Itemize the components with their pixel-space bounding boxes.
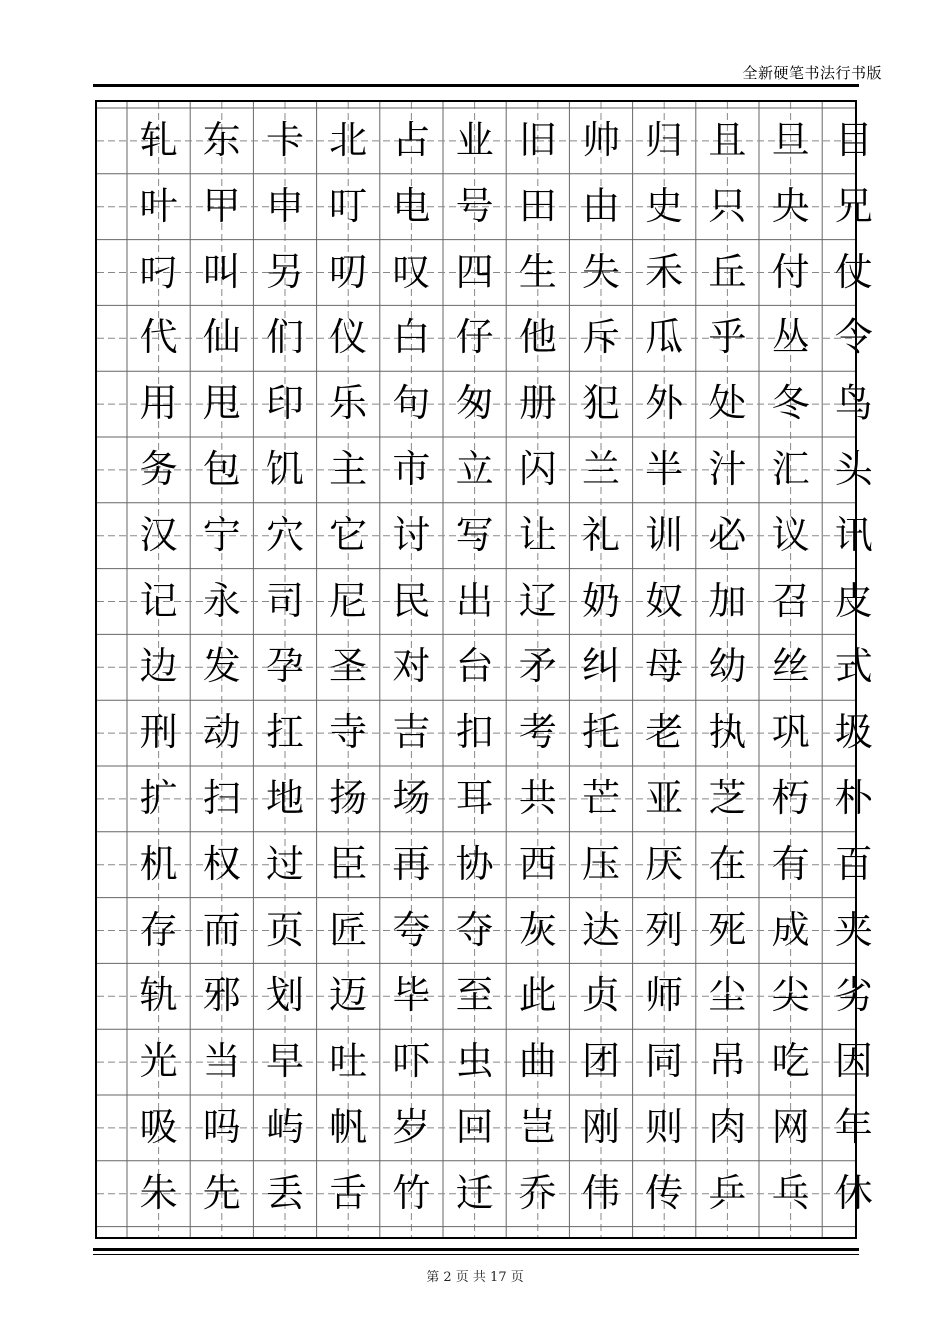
practice-character: 帆: [329, 1104, 368, 1149]
practice-character: 且: [708, 117, 747, 162]
practice-character: 斥: [581, 315, 620, 360]
practice-character: 圣: [329, 644, 368, 689]
practice-character: 式: [834, 644, 873, 689]
practice-character: 奶: [581, 578, 620, 623]
practice-character: 托: [581, 710, 620, 755]
practice-character: 劣: [834, 973, 873, 1018]
practice-character: 曲: [518, 1039, 557, 1084]
practice-character: 犯: [581, 381, 620, 426]
practice-character: 乔: [518, 1170, 557, 1215]
practice-character: 刑: [139, 710, 178, 755]
document-title: 全新硬笔书法行书版: [742, 64, 882, 82]
practice-character: 册: [518, 381, 557, 426]
practice-character: 岁: [392, 1104, 431, 1149]
practice-character: 母: [645, 644, 684, 689]
practice-character: 目: [834, 117, 873, 162]
practice-character: 尼: [329, 578, 368, 623]
practice-character: 匠: [329, 907, 368, 952]
practice-character: 圾: [834, 710, 873, 755]
practice-character: 汁: [708, 446, 747, 491]
practice-character: 至: [455, 973, 494, 1018]
practice-character: 禾: [645, 249, 684, 294]
practice-character: 纠: [581, 644, 620, 689]
practice-character: 年: [834, 1104, 873, 1149]
practice-character: 申: [265, 183, 304, 228]
practice-character: 发: [202, 644, 241, 689]
practice-character: 立: [455, 446, 494, 491]
practice-character: 芒: [581, 775, 620, 820]
practice-character: 臣: [329, 841, 368, 886]
practice-character: 田: [518, 183, 557, 228]
practice-character: 巩: [771, 710, 810, 755]
practice-character: 存: [139, 907, 178, 952]
practice-character: 汇: [771, 446, 810, 491]
practice-character: 加: [708, 578, 747, 623]
practice-character: 闪: [518, 446, 557, 491]
practice-character: 在: [708, 841, 747, 886]
practice-character: 议: [771, 512, 810, 557]
practice-character: 叶: [139, 183, 178, 228]
practice-character: 汉: [139, 512, 178, 557]
practice-character: 休: [834, 1170, 873, 1215]
practice-character: 同: [645, 1039, 684, 1084]
practice-character: 尘: [708, 973, 747, 1018]
practice-character: 由: [581, 183, 620, 228]
practice-character: 尖: [771, 973, 810, 1018]
practice-character: 卡: [265, 117, 304, 162]
practice-character: 迈: [329, 973, 368, 1018]
practice-character: 仙: [202, 315, 241, 360]
practice-character: 记: [139, 578, 178, 623]
practice-character: 乎: [708, 315, 747, 360]
practice-character: 虫: [455, 1039, 494, 1084]
practice-character: 们: [265, 315, 304, 360]
practice-character: 出: [455, 578, 494, 623]
practice-character: 永: [202, 578, 241, 623]
practice-character: 扫: [202, 775, 241, 820]
practice-character: 此: [518, 973, 557, 1018]
practice-character: 边: [139, 644, 178, 689]
practice-character: 讯: [834, 512, 873, 557]
practice-character: 成: [771, 907, 810, 952]
practice-character: 当: [202, 1039, 241, 1084]
practice-character: 对: [392, 644, 431, 689]
practice-character: 辽: [518, 578, 557, 623]
practice-character: 而: [202, 907, 241, 952]
practice-character: 业: [455, 117, 494, 162]
practice-character: 帅: [581, 117, 620, 162]
practice-character: 旧: [518, 117, 557, 162]
practice-character: 旦: [771, 117, 810, 162]
practice-character: 吓: [392, 1039, 431, 1084]
practice-character: 务: [139, 446, 178, 491]
practice-character: 寺: [329, 710, 368, 755]
practice-character: 召: [771, 578, 810, 623]
practice-character: 电: [392, 183, 431, 228]
practice-character: 叮: [329, 183, 368, 228]
practice-character: 皮: [834, 578, 873, 623]
practice-character: 它: [329, 512, 368, 557]
practice-character: 匆: [455, 381, 494, 426]
practice-character: 乐: [329, 381, 368, 426]
practice-character: 肉: [708, 1104, 747, 1149]
practice-character: 达: [581, 907, 620, 952]
practice-character: 幼: [708, 644, 747, 689]
practice-character: 因: [834, 1039, 873, 1084]
practice-character: 岂: [518, 1104, 557, 1149]
practice-character: 必: [708, 512, 747, 557]
practice-character: 列: [645, 907, 684, 952]
practice-character: 丝: [771, 644, 810, 689]
practice-character: 有: [771, 841, 810, 886]
practice-character: 过: [265, 841, 304, 886]
practice-character: 号: [455, 183, 494, 228]
practice-character: 外: [645, 381, 684, 426]
practice-character: 百: [834, 841, 873, 886]
practice-character: 伟: [581, 1170, 620, 1215]
footer-rule-thick: [93, 1248, 859, 1251]
practice-character: 吐: [329, 1039, 368, 1084]
practice-character: 轧: [139, 117, 178, 162]
practice-character: 轨: [139, 973, 178, 1018]
practice-character: 甩: [202, 381, 241, 426]
practice-character: 他: [518, 315, 557, 360]
practice-character: 朴: [834, 775, 873, 820]
practice-character: 仪: [329, 315, 368, 360]
practice-character: 先: [202, 1170, 241, 1215]
practice-character: 孕: [265, 644, 304, 689]
practice-character: 只: [708, 183, 747, 228]
practice-character: 师: [645, 973, 684, 1018]
practice-character: 共: [518, 775, 557, 820]
practice-character: 丘: [708, 249, 747, 294]
practice-character: 邪: [202, 973, 241, 1018]
practice-character: 乓: [771, 1170, 810, 1215]
practice-character: 回: [455, 1104, 494, 1149]
practice-character: 早: [265, 1039, 304, 1084]
practice-character: 吊: [708, 1039, 747, 1084]
practice-character: 协: [455, 841, 494, 886]
practice-character: 占: [392, 117, 431, 162]
practice-character: 权: [202, 841, 241, 886]
practice-character: 仗: [834, 249, 873, 294]
practice-character: 场: [392, 775, 431, 820]
practice-character: 令: [834, 315, 873, 360]
practice-character: 代: [139, 315, 178, 360]
practice-character: 冬: [771, 381, 810, 426]
practice-character: 划: [265, 973, 304, 1018]
practice-character: 兰: [581, 446, 620, 491]
practice-character: 另: [265, 249, 304, 294]
practice-character: 白: [392, 315, 431, 360]
practice-character: 东: [202, 117, 241, 162]
practice-character: 乒: [708, 1170, 747, 1215]
practice-character: 民: [392, 578, 431, 623]
practice-character: 四: [455, 249, 494, 294]
practice-character: 司: [265, 578, 304, 623]
practice-character: 叨: [329, 249, 368, 294]
practice-character: 史: [645, 183, 684, 228]
practice-character: 用: [139, 381, 178, 426]
practice-character: 处: [708, 381, 747, 426]
practice-character: 鸟: [834, 381, 873, 426]
practice-character: 主: [329, 446, 368, 491]
practice-character: 贞: [581, 973, 620, 1018]
practice-character: 机: [139, 841, 178, 886]
practice-character: 央: [771, 183, 810, 228]
practice-character: 夸: [392, 907, 431, 952]
practice-character: 芝: [708, 775, 747, 820]
practice-character: 北: [329, 117, 368, 162]
practice-character: 台: [455, 644, 494, 689]
practice-character: 竹: [392, 1170, 431, 1215]
practice-character: 朽: [771, 775, 810, 820]
practice-character: 网: [771, 1104, 810, 1149]
practice-character: 执: [708, 710, 747, 755]
practice-character: 包: [202, 446, 241, 491]
practice-character: 礼: [581, 512, 620, 557]
practice-character: 吃: [771, 1039, 810, 1084]
practice-character: 叹: [392, 249, 431, 294]
page-number: 第 2 页 共 17 页: [426, 1270, 524, 1285]
practice-character: 动: [202, 710, 241, 755]
practice-character: 再: [392, 841, 431, 886]
practice-character: 夹: [834, 907, 873, 952]
practice-character: 耳: [455, 775, 494, 820]
practice-character: 西: [518, 841, 557, 886]
practice-character: 灰: [518, 907, 557, 952]
practice-character: 付: [771, 249, 810, 294]
practice-character: 宁: [202, 512, 241, 557]
practice-character: 奴: [645, 578, 684, 623]
practice-character: 吸: [139, 1104, 178, 1149]
practice-character: 亚: [645, 775, 684, 820]
practice-character: 叼: [139, 249, 178, 294]
practice-character: 地: [265, 775, 304, 820]
practice-character: 屿: [265, 1104, 304, 1149]
practice-character: 饥: [265, 446, 304, 491]
practice-character: 毕: [392, 973, 431, 1018]
practice-character: 考: [518, 710, 557, 755]
practice-character: 扩: [139, 775, 178, 820]
practice-character: 舌: [329, 1170, 368, 1215]
practice-character: 扣: [455, 710, 494, 755]
practice-character: 失: [581, 249, 620, 294]
practice-character: 朱: [139, 1170, 178, 1215]
practice-character: 老: [645, 710, 684, 755]
footer-rule-thin: [93, 1254, 859, 1255]
practice-character: 扛: [265, 710, 304, 755]
practice-character: 句: [392, 381, 431, 426]
practice-character: 仔: [455, 315, 494, 360]
practice-character: 头: [834, 446, 873, 491]
practice-character: 吗: [202, 1104, 241, 1149]
practice-character: 甲: [202, 183, 241, 228]
practice-character: 归: [645, 117, 684, 162]
practice-grid-sheet: [95, 100, 873, 1239]
header-rule: [93, 84, 859, 87]
practice-character: 让: [518, 512, 557, 557]
practice-character: 厌: [645, 841, 684, 886]
practice-character: 生: [518, 249, 557, 294]
practice-character: 迁: [455, 1170, 494, 1215]
practice-character: 刚: [581, 1104, 620, 1149]
practice-character: 穴: [265, 512, 304, 557]
practice-character: 写: [455, 512, 494, 557]
practice-character: 夺: [455, 907, 494, 952]
practice-character: 半: [645, 446, 684, 491]
practice-character: 印: [265, 381, 304, 426]
practice-character: 叫: [202, 249, 241, 294]
practice-character: 团: [581, 1039, 620, 1084]
practice-character: 则: [645, 1104, 684, 1149]
practice-character: 丢: [265, 1170, 304, 1215]
practice-character: 扬: [329, 775, 368, 820]
practice-character: 页: [265, 907, 304, 952]
practice-character: 讨: [392, 512, 431, 557]
practice-character: 丛: [771, 315, 810, 360]
practice-character: 传: [645, 1170, 684, 1215]
practice-character: 压: [581, 841, 620, 886]
practice-character: 兄: [834, 183, 873, 228]
practice-character: 矛: [518, 644, 557, 689]
practice-character: 瓜: [645, 315, 684, 360]
practice-character: 训: [645, 512, 684, 557]
practice-character: 市: [392, 446, 431, 491]
practice-character: 光: [139, 1039, 178, 1084]
practice-character: 吉: [392, 710, 431, 755]
practice-character: 死: [708, 907, 747, 952]
